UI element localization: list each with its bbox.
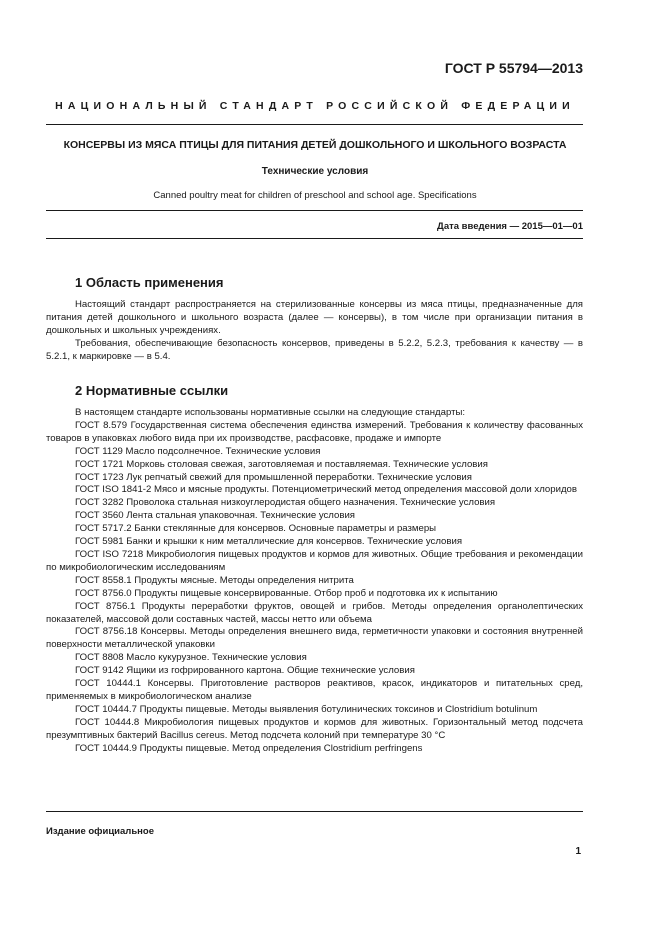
paragraph: В настоящем стандарте использованы нормативные ссылки на следующие стандарты: <box>75 407 466 418</box>
paragraph: Требования, обеспечивающие безопасность консервов, приведены в 5.2.2, 5.2.3, требования к качеству — в 5.2.1, к маркировке — в 5.4. <box>46 337 583 362</box>
reference-item: ГОСТ 10444.7 Продукты пищевые. Методы выявления ботулинических токсинов и Clostridium botulinum <box>75 703 538 715</box>
national-standard-banner: НАЦИОНАЛЬНЫЙ СТАНДАРТ РОССИЙСКОЙ ФЕДЕРАЦИИ <box>55 100 575 112</box>
reference-item: ГОСТ 10444.8 Микробиология пищевых продуктов и кормов для животных. Горизонтальный метод подсчета презумптивных бактерий Bacillus cereus. Метод подсчета колоний при температуре 30 °С <box>46 716 583 741</box>
header-rule <box>46 124 583 125</box>
introduction-date: Дата введения — 2015—01—01 <box>437 221 583 232</box>
section-1-heading: 1 Область применения <box>75 275 224 290</box>
reference-item: ГОСТ 1129 Масло подсолнечное. Технические условия <box>75 445 321 457</box>
footer-rule <box>46 811 583 812</box>
reference-item: ГОСТ 1723 Лук репчатый свежий для промышленной переработки. Технические условия <box>75 471 472 483</box>
title-rule <box>46 210 583 211</box>
reference-item: ГОСТ ISO 1841-2 Мясо и мясные продукты. Потенциометрический метод определения массовой доли хлоридов <box>75 484 577 496</box>
reference-item: ГОСТ ISO 7218 Микробиология пищевых продуктов и кормов для животных. Общие требования и рекомендации по микробиологическим исследованиям <box>46 548 583 573</box>
reference-item: ГОСТ 10444.1 Консервы. Приготовление растворов реактивов, красок, индикаторов и питательных сред, применяемых в микробиологическом анализе <box>46 678 583 702</box>
reference-item: ГОСТ 8808 Масло кукурузное. Технические условия <box>75 652 307 664</box>
standard-code: ГОСТ Р 55794—2013 <box>444 60 583 76</box>
edition-label: Издание официальное <box>46 826 154 837</box>
date-rule <box>46 238 583 239</box>
section-2-heading: 2 Нормативные ссылки <box>75 383 229 398</box>
section-2-body <box>46 407 583 755</box>
document-title: КОНСЕРВЫ ИЗ МЯСА ПТИЦЫ ДЛЯ ПИТАНИЯ ДЕТЕЙ ДОШКОЛЬНОГО И ШКОЛЬНОГО ВОЗРАСТА <box>63 139 567 151</box>
paragraph: Настоящий стандарт распространяется на стерилизованные консервы из мяса птицы, предназначенные для питания детей дошкольного и школьного возраста (далее — консервы), в том числе при организации питания в дошкольных и школьных учреждениях. <box>46 299 583 336</box>
reference-item: ГОСТ 9142 Ящики из гофрированного картона. Общие технические условия <box>75 665 415 677</box>
reference-item: ГОСТ 5717.2 Банки стеклянные для консервов. Основные параметры и размеры <box>75 523 437 535</box>
reference-item: ГОСТ 8.579 Государственная система обеспечения единства измерений. Требования к количеству фасованных товаров в упаковках любого вида при их производстве, расфасовке, продаже и импорте <box>46 419 583 444</box>
document-subtitle: Технические условия <box>261 166 369 177</box>
reference-item: ГОСТ 8756.18 Консервы. Методы определения внешнего вида, герметичности упаковки и состояния внутренней поверхности металлической упаковки <box>46 626 583 651</box>
reference-item: ГОСТ 10444.9 Продукты пищевые. Метод определения Clostridium perfringens <box>75 742 423 754</box>
reference-item: ГОСТ 8558.1 Продукты мясные. Методы определения нитрита <box>75 574 354 586</box>
reference-item: ГОСТ 8756.1 Продукты переработки фруктов, овощей и грибов. Методы определения органолептических показателей, массовой доли составных частей, массы нетто или объема <box>46 600 583 625</box>
reference-item: ГОСТ 3560 Лента стальная упаковочная. Технические условия <box>75 510 355 522</box>
reference-item: ГОСТ 3282 Проволока стальная низкоуглеродистая общего назначения. Технические условия <box>75 497 496 509</box>
reference-item: ГОСТ 5981 Банки и крышки к ним металлические для консервов. Технические условия <box>75 536 463 548</box>
reference-item: ГОСТ 8756.0 Продукты пищевые консервированные. Отбор проб и подготовка их к испытанию <box>75 587 498 599</box>
page-number: 1 <box>575 846 581 857</box>
reference-item: ГОСТ 1721 Морковь столовая свежая, заготовляемая и поставляемая. Технические условия <box>75 458 488 470</box>
english-title: Canned poultry meat for children of preschool and school age. Specifications <box>153 190 477 201</box>
section-1-body <box>46 299 583 364</box>
